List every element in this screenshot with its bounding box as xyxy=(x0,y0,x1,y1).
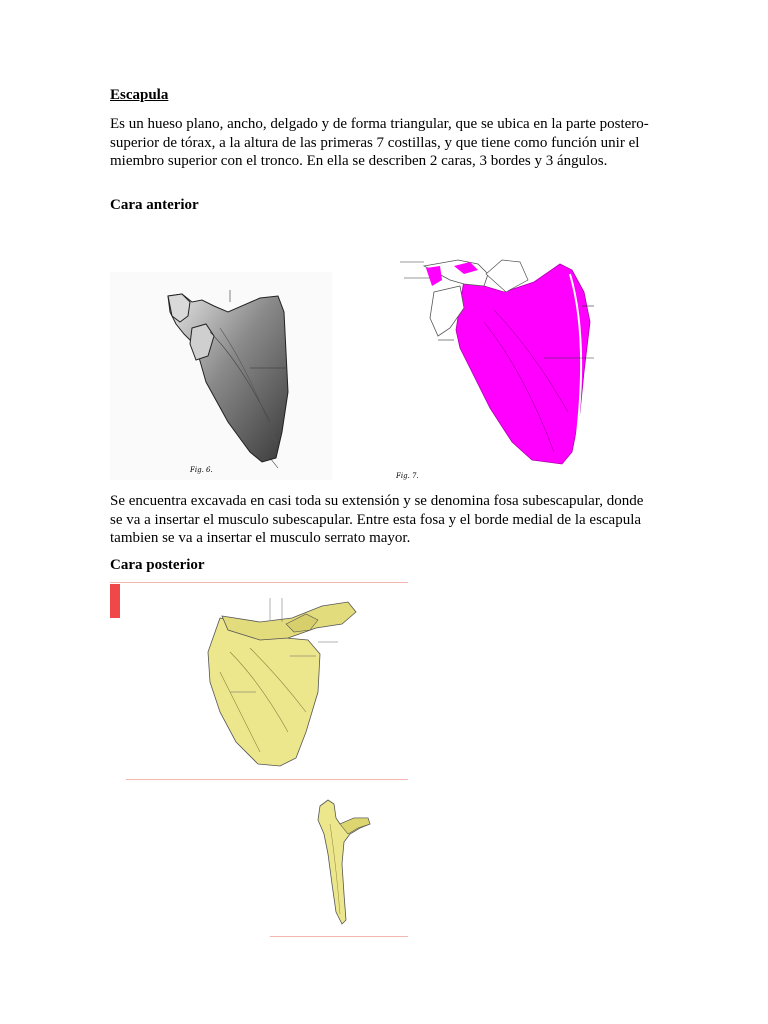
scapula-anterior-magenta-illustration xyxy=(394,252,598,484)
figure-lateral-view xyxy=(270,784,410,938)
accent-bar xyxy=(110,584,120,618)
bottom-rule xyxy=(126,779,408,780)
scapula-posterior-yellow-illustration xyxy=(110,582,410,782)
figure-anterior-grayscale xyxy=(110,272,332,480)
figure-posterior-view xyxy=(110,582,410,782)
lateral-bottom-rule xyxy=(270,936,408,937)
intro-paragraph: Es un hueso plano, ancho, delgado y de forma triangular, que se ubica en la parte postero-superior de tórax, a la altura de las primeras 7 costillas, y que tiene como función unir el miembro superior con el tronco. En ella se describen 2 caras, 3 bordes y 3 ángulos. xyxy=(110,116,649,169)
anterior-description: Se encuentra excavada en casi toda su extensión y se denomina fosa subescapular, donde se va a insertar el musculo subescapular. Entre esta fosa y el borde medial de la escapula tambien se va a insertar el musculo serrato mayor. xyxy=(110,493,644,546)
figure-6-caption: Fig. 6. xyxy=(190,466,213,474)
section-heading-posterior: Cara posterior xyxy=(110,557,205,573)
scapula-anterior-grayscale-illustration xyxy=(110,272,332,480)
document-title: Escapula xyxy=(110,87,169,103)
figure-7-caption: Fig. 7. xyxy=(396,472,419,480)
scapula-lateral-yellow-illustration xyxy=(270,784,410,938)
section-heading-anterior: Cara anterior xyxy=(110,197,199,213)
figure-anterior-magenta xyxy=(394,252,598,484)
top-rule xyxy=(110,582,408,583)
